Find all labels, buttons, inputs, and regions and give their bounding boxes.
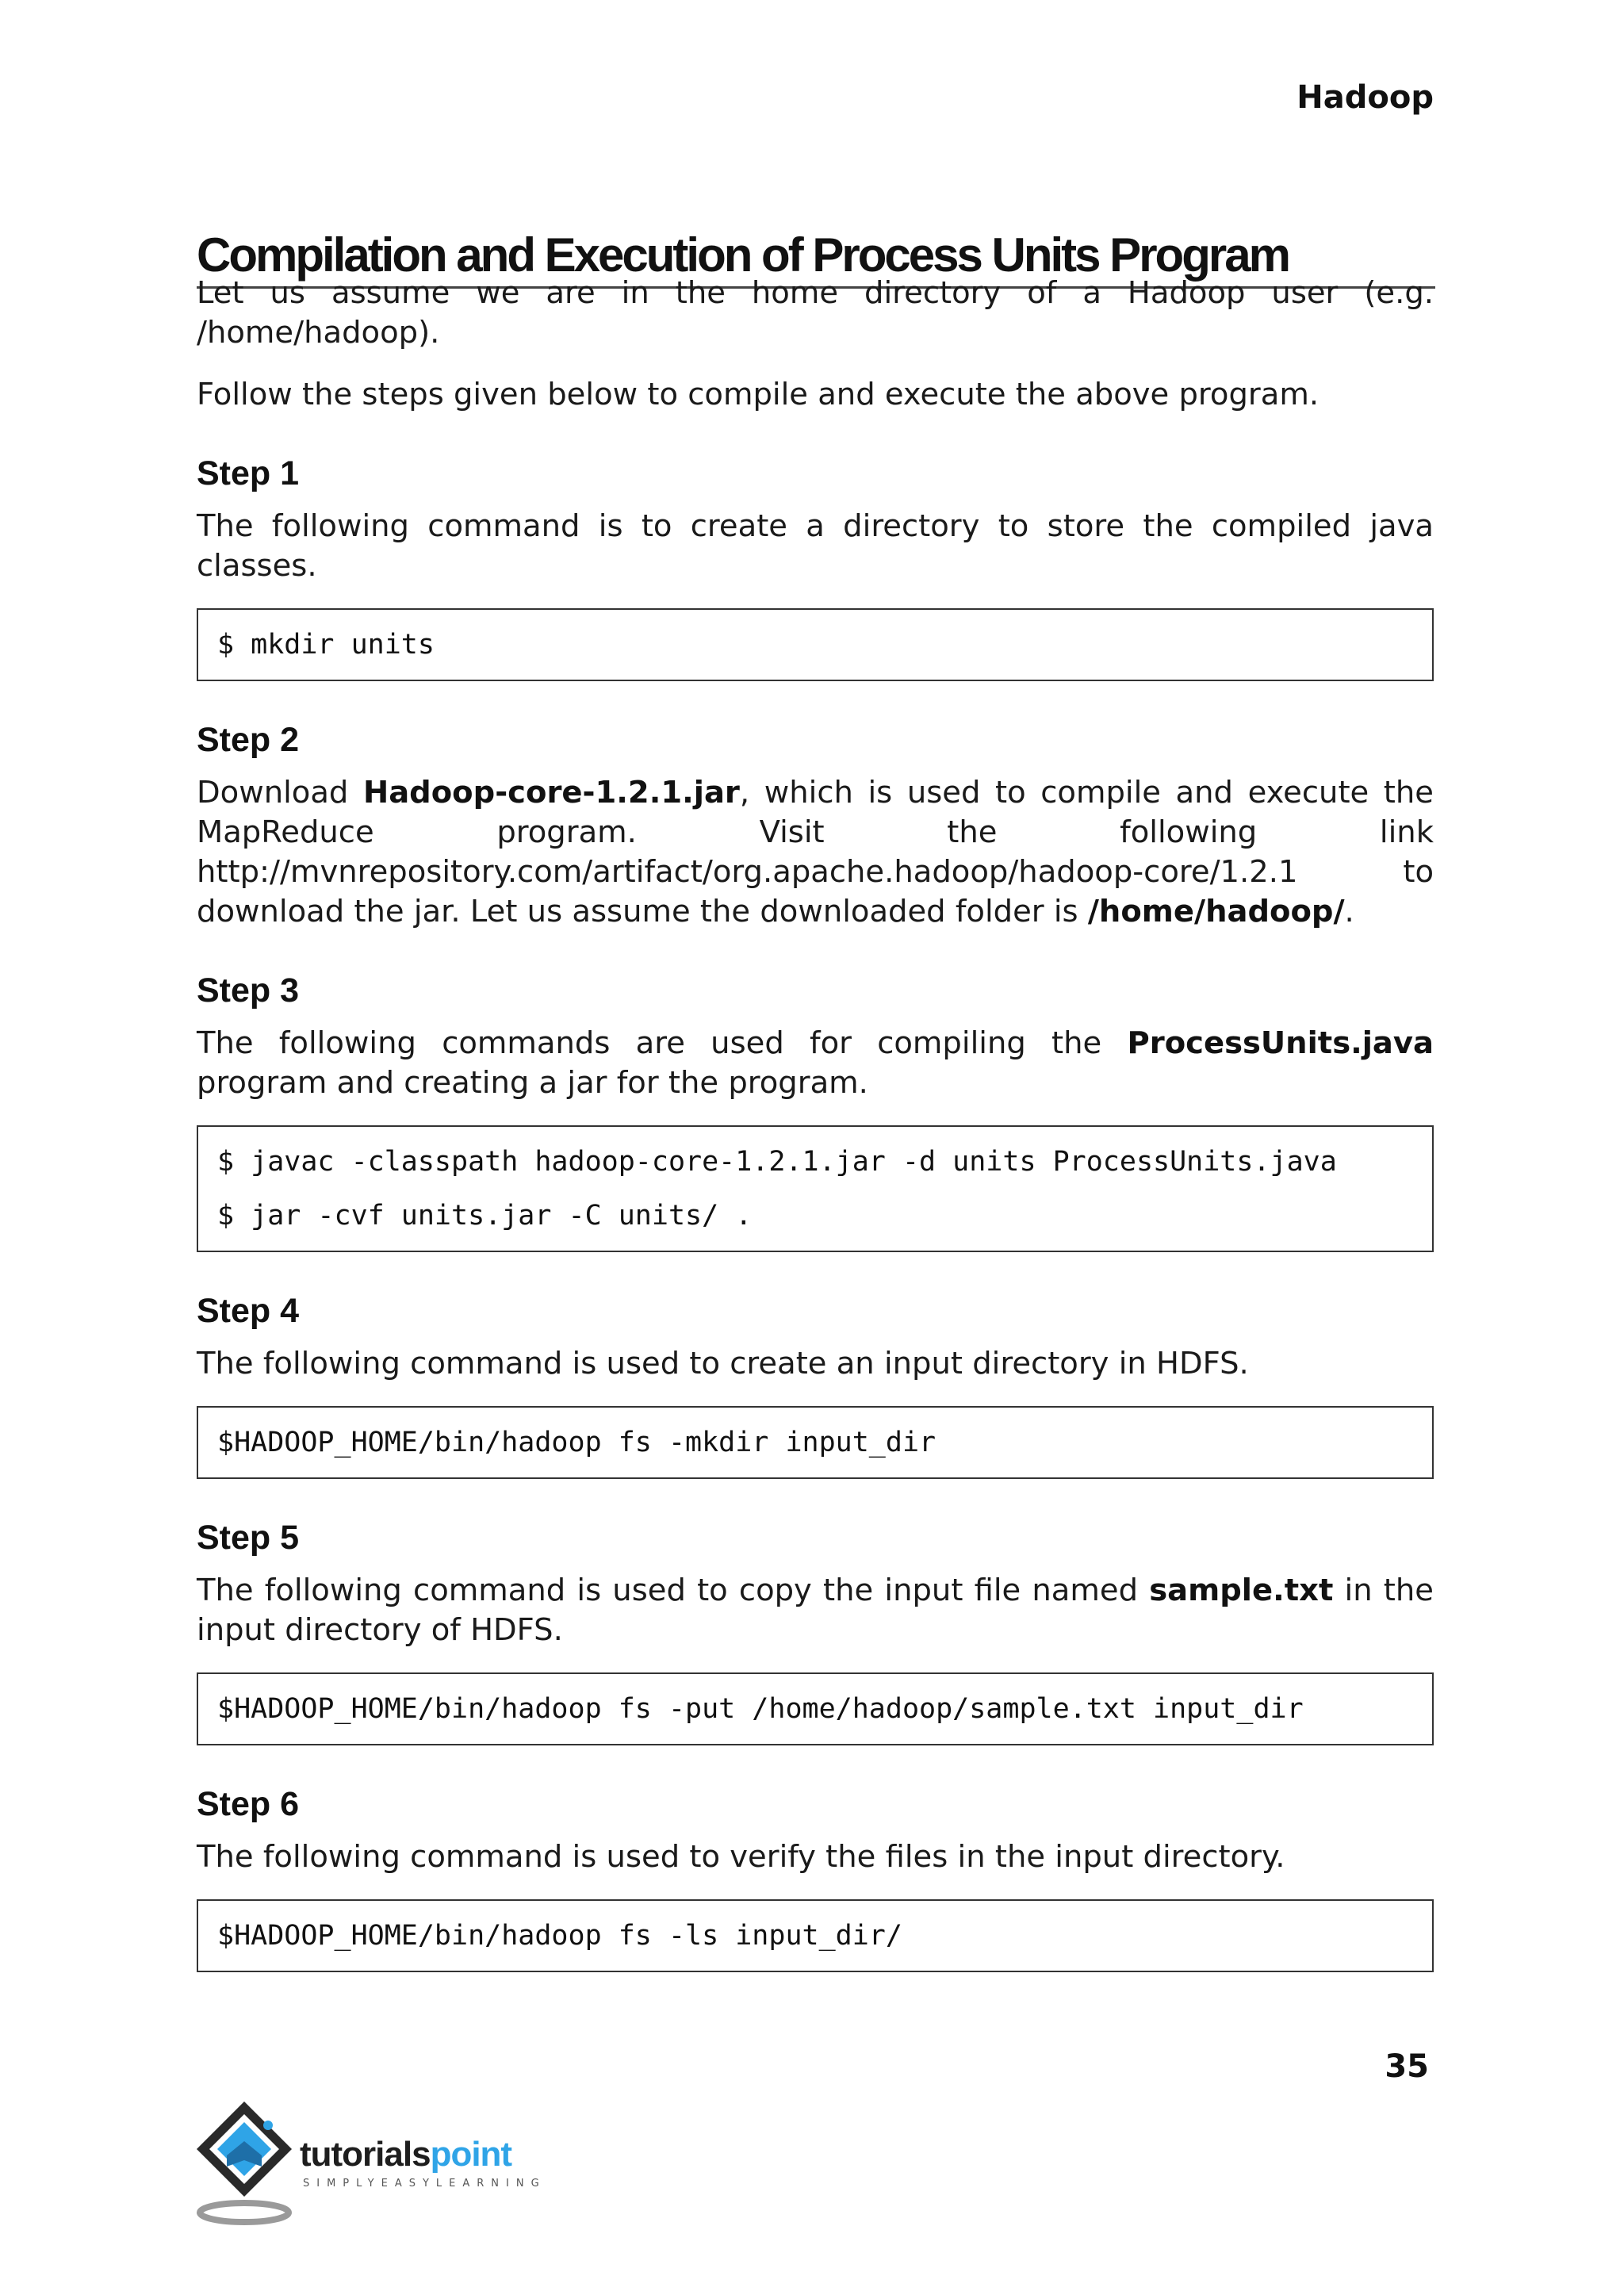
step-5-file-name: sample.txt [1149, 1573, 1334, 1608]
step-2-heading: Step 2 [197, 721, 300, 759]
step-2-text-b: , which is used to compile and execute the MapReduce program. Visit the following link [197, 775, 1434, 850]
intro-paragraph-1: Let us assume we are in the home directory of a Hadoop user (e.g. /home/hadoop). [197, 275, 1434, 351]
step-3-file-name: ProcessUnits.java [1127, 1025, 1434, 1061]
step-5-text [197, 1571, 1434, 1650]
code-line: $HADOOP_HOME/bin/hadoop fs -put /home/hadoop/sample.txt input_dir [217, 1693, 1304, 1725]
code-line: $HADOOP_HOME/bin/hadoop fs -ls input_dir/ [217, 1920, 902, 1952]
step-6-code-block[interactable] [197, 1899, 1434, 1972]
step-4-text: The following command is used to create an input directory in HDFS. [197, 1346, 1249, 1381]
step-2-text-a: Download [197, 775, 363, 810]
tutorialspoint-logo [195, 2094, 568, 2236]
step-5-code-block[interactable] [197, 1672, 1434, 1745]
step-5-text-b: in the input directory of HDFS. [197, 1573, 1434, 1648]
code-line: $ mkdir units [217, 629, 435, 661]
step-1-code-block[interactable] [197, 608, 1434, 681]
logo-word-a: tutorials [300, 2135, 431, 2174]
step-2-folder-name: /home/hadoop/ [1087, 894, 1345, 929]
step-3-text-a: The following commands are used for compiling the [197, 1025, 1128, 1061]
chapter-title: Compilation and Execution of Process Units Program [197, 226, 1435, 289]
step-3-heading: Step 3 [197, 971, 300, 1010]
code-line: $HADOOP_HOME/bin/hadoop fs -mkdir input_dir [217, 1427, 936, 1458]
step-3-code-block[interactable] [197, 1125, 1434, 1252]
step-5-heading: Step 5 [197, 1519, 300, 1557]
code-line: $ jar -cvf units.jar -C units/ . [217, 1200, 753, 1232]
step-2-text-d: . [1344, 894, 1354, 929]
logo-wordmark [300, 2135, 511, 2174]
logo-mark-icon [195, 2094, 306, 2236]
code-line: $ javac -classpath hadoop-core-1.2.1.jar -d units ProcessUnits.java [217, 1146, 1337, 1178]
logo-tagline: SIMPLYEASYLEARNING [303, 2178, 546, 2190]
step-6-text: The following command is used to verify the files in the input directory. [197, 1839, 1285, 1875]
step-2-text-1 [197, 773, 1434, 852]
page-number: 35 [1385, 2048, 1429, 2085]
step-4-heading: Step 4 [197, 1292, 300, 1330]
step-1-heading: Step 1 [197, 454, 300, 492]
logo-word-b: point [430, 2135, 512, 2174]
document-body [197, 274, 1434, 1972]
step-3-text [197, 1024, 1434, 1103]
intro-paragraph-2: Follow the steps given below to compile and execute the above program. [197, 377, 1320, 412]
running-header: Hadoop [1297, 79, 1434, 116]
step-2-text-c: download the jar. Let us assume the downloaded folder is [197, 894, 1088, 929]
step-1-text: The following command is to create a directory to store the compiled java classes. [197, 508, 1434, 584]
step-5-text-a: The following command is used to copy the input file named [197, 1573, 1150, 1608]
step-2-jar-name: Hadoop-core-1.2.1.jar [362, 775, 740, 810]
step-2-link[interactable]: http://mvnrepository.com/artifact/org.apache.hadoop/hadoop-core/1.2.1 to [197, 854, 1434, 890]
step-2-text-2 [197, 892, 1434, 932]
step-4-code-block[interactable] [197, 1406, 1434, 1479]
step-6-heading: Step 6 [197, 1785, 300, 1823]
step-3-text-b: program and creating a jar for the program. [197, 1065, 868, 1101]
